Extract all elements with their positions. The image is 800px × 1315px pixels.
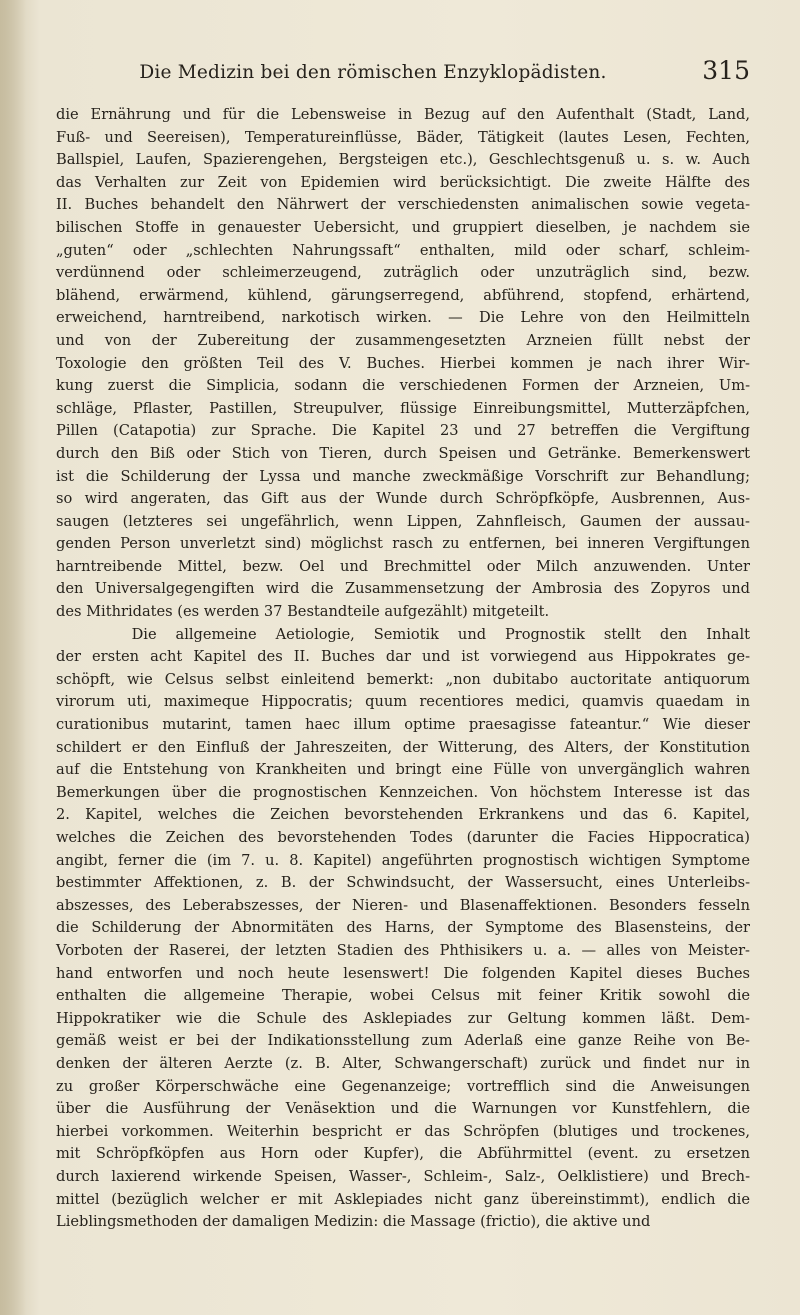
text-line: genden Person unverletzt sind) möglichst rasch zu entfernen, bei inneren Vergiftungen: [56, 535, 750, 553]
text-line: angibt, ferner die (im 7. u. 8. Kapitel) angeführten prognostisch wichtigen Symptome: [56, 851, 750, 869]
text-line: verdünnend oder schleimerzeugend, zuträglich oder unzuträglich sind, bezw.: [56, 264, 750, 282]
text-line: saugen (letzteres sei ungefährlich, wenn Lippen, Zahnfleisch, Gaumen der aussau-: [56, 512, 750, 530]
text-line: harntreibende Mittel, bezw. Oel und Brechmittel oder Milch anzuwenden. Unter: [56, 557, 750, 575]
body-text: [56, 104, 750, 1234]
text-line: schläge, Pflaster, Pastillen, Streupulver, flüssige Einreibungsmittel, Mutterzäpfchen,: [56, 399, 750, 417]
text-line: das Verhalten zur Zeit von Epidemien wird berücksichtigt. Die zweite Hälfte des: [56, 173, 750, 191]
text-line: II. Buches behandelt den Nährwert der verschiedensten animalischen sowie vegeta-: [56, 196, 750, 214]
text-line: Fuß- und Seereisen), Temperatureinflüsse, Bäder, Tätigkeit (lautes Lesen, Fechten,: [56, 128, 750, 146]
text-line: Pillen (Catapotia) zur Sprache. Die Kapitel 23 und 27 betreffen die Vergiftung: [56, 422, 750, 440]
text-line: mittel (bezüglich welcher er mit Asklepiades nicht ganz übereinstimmt), endlich die: [56, 1190, 750, 1208]
text-line: „guten“ oder „schlechten Nahrungssaft“ enthalten, mild oder scharf, schleim-: [56, 241, 750, 259]
text-line: 2. Kapitel, welches die Zeichen bevorstehenden Erkrankens und das 6. Kapitel,: [56, 806, 750, 824]
text-line: so wird angeraten, das Gift aus der Wunde durch Schröpfköpfe, Ausbrennen, Aus-: [56, 490, 750, 508]
text-line: über die Ausführung der Venäsektion und die Warnungen vor Kunstfehlern, die: [56, 1100, 750, 1118]
text-line: virorum uti, maximeque Hippocratis; quum recentiores medici, quamvis quaedam in: [56, 693, 750, 711]
text-line: welches die Zeichen des bevorstehenden Todes (darunter die Facies Hippocratica): [56, 829, 750, 846]
text-line: schildert er den Einfluß der Jahreszeiten, der Witterung, des Alters, der Konstitution: [56, 738, 750, 756]
text-line: auf die Entstehung von Krankheiten und bringt eine Fülle von unvergänglich wahren: [56, 761, 750, 779]
running-title: Die Medizin bei den römischen Enzyklopädisten.: [139, 62, 607, 83]
text-line: Bemerkungen über die prognostischen Kennzeichen. Von höchstem Interesse ist das: [56, 783, 750, 801]
text-line: bilischen Stoffe in genauester Uebersicht, und gruppiert dieselben, je nachdem sie: [56, 218, 750, 236]
text-line: Ballspiel, Laufen, Spazierengehen, Bergsteigen etc.), Geschlechtsgenuß u. s. w. Auch: [56, 151, 750, 169]
text-line: curationibus mutarint, tamen haec illum optime praesagisse fateantur.“ Wie dieser: [56, 716, 750, 734]
page-number: 315: [702, 56, 750, 85]
text-line: Lieblingsmethoden der damaligen Medizin: die Massage (frictio), die aktive und: [56, 1213, 651, 1231]
text-line: enthalten die allgemeine Therapie, wobei Celsus mit feiner Kritik sowohl die: [56, 987, 750, 1005]
text-line: Vorboten der Raserei, der letzten Stadien des Phthisikers u. a. — alles von Meister-: [56, 941, 750, 959]
text-line: des Mithridates (es werden 37 Bestandteile aufgezählt) mitgeteilt.: [56, 603, 550, 621]
text-line: denken der älteren Aerzte (z. B. Alter, Schwangerschaft) zurück und findet nur in: [56, 1054, 750, 1072]
text-line: durch den Biß oder Stich von Tieren, durch Speisen und Getränke. Bemerkenswert: [56, 444, 750, 462]
text-line: der ersten acht Kapitel des II. Buches dar und ist vorwiegend aus Hippokrates ge-: [56, 648, 750, 666]
text-line: durch laxierend wirkende Speisen, Wasser-, Schleim-, Salz-, Oelklistiere) und Brech-: [56, 1167, 750, 1185]
text-line: die Ernährung und für die Lebensweise in Bezug auf den Aufenthalt (Stadt, Land,: [56, 106, 750, 123]
text-line: die Schilderung der Abnormitäten des Harns, der Symptome des Blasensteins, der: [56, 919, 750, 937]
text-line: den Universalgegengiften wird die Zusammensetzung der Ambrosia des Zopyros und: [56, 580, 750, 598]
text-line: mit Schröpfköpfen aus Horn oder Kupfer), die Abführmittel (event. zu ersetzen: [56, 1145, 750, 1163]
text-line: ist die Schilderung der Lyssa und manche zweckmäßige Vorschrift zur Behandlung;: [56, 467, 750, 485]
text-line: erweichend, harntreibend, narkotisch wirken. — Die Lehre von den Heilmitteln: [56, 309, 750, 327]
text-line: abszesses, des Leberabszesses, der Nieren- und Blasenaffektionen. Besonders fesseln: [56, 896, 750, 914]
text-line: hand entworfen und noch heute lesenswert! Die folgenden Kapitel dieses Buches: [56, 964, 750, 982]
text-line: Hippokratiker wie die Schule des Asklepiades zur Geltung kommen läßt. Dem-: [56, 1009, 750, 1027]
text-line: kung zuerst die Simplicia, sodann die verschiedenen Formen der Arzneien, Um-: [56, 377, 750, 395]
text-line: schöpft, wie Celsus selbst einleitend bemerkt: „non dubitabo auctoritate antiquorum: [56, 670, 750, 688]
running-header: [56, 56, 750, 96]
paragraph: [56, 104, 750, 624]
text-line: gemäß weist er bei der Indikationsstellung zum Aderlaß eine ganze Reihe von Be-: [56, 1032, 750, 1050]
paragraph: [56, 624, 750, 1234]
text-line: und von der Zubereitung der zusammengesetzten Arzneien füllt nebst der: [56, 331, 750, 349]
text-line: Toxologie den größten Teil des V. Buches. Hierbei kommen je nach ihrer Wir-: [56, 354, 750, 372]
page-spine-shadow: [0, 0, 26, 1315]
text-line: blähend, erwärmend, kühlend, gärungserregend, abführend, stopfend, erhärtend,: [56, 286, 750, 304]
text-line: Die allgemeine Aetiologie, Semiotik und Prognostik stellt den Inhalt: [56, 625, 750, 643]
text-line: hierbei vorkommen. Weiterhin bespricht er das Schröpfen (blutiges und trockenes,: [56, 1122, 750, 1140]
text-line: bestimmter Affektionen, z. B. der Schwindsucht, der Wassersucht, eines Unterleibs-: [56, 874, 750, 892]
text-line: zu großer Körperschwäche eine Gegenanzeige; vortrefflich sind die Anweisungen: [56, 1077, 750, 1095]
